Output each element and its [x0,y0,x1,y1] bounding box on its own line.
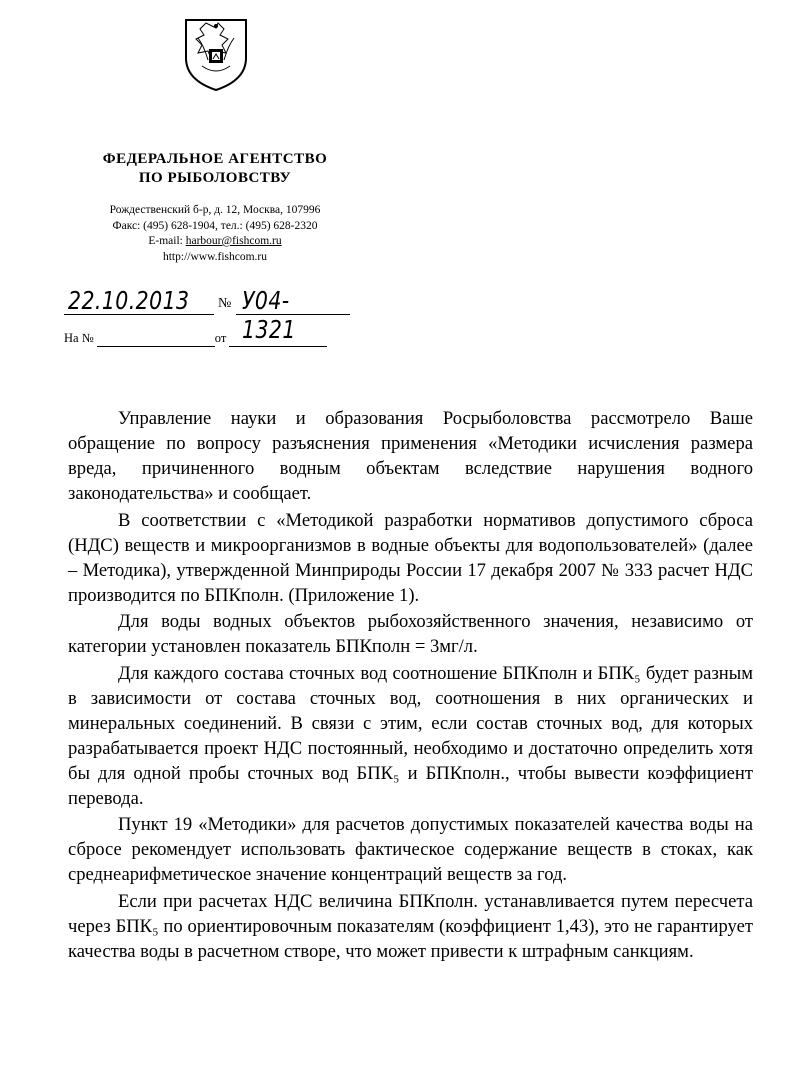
agency-name [60,150,370,188]
paragraph-6: Если при расчетах НДС величина БПКполн. устанавливается путем пересчета через БПК₅ по ориентировочным показателям (коэффициент 1,43), это не гарантирует качества воды в расчетном створе, что может привести к штрафным санкциям. [68,890,753,962]
handwritten-number: У04-1321 [242,286,296,344]
email-link[interactable]: harbour@fishcom.ru [185,235,282,247]
ref-number-label: На № [64,331,94,345]
ref-from-label: от [214,331,227,345]
agency-name-line2: ПО РЫБОЛОВСТВУ [138,170,292,186]
phones: Факс: (495) 628-1904, тел.: (495) 628-2320 [112,219,318,232]
agency-name-line1: ФЕДЕРАЛЬНОЕ АГЕНТСТВО [102,151,328,167]
handwritten-date: 22.10.2013 [68,286,190,315]
ref-number-blank [97,331,215,347]
paragraph-2: В соответствии с «Методикой разработки нормативов допустимого сброса (НДС) веществ и микроорганизмов в водные объекты для водопользователей» (далее – Методика), утвержденной Минприроды России 17 декабря 2007 № 333 расчет НДС производится по БПКполн. (Приложение 1). [68,509,753,606]
paragraph-1: Управление науки и образования Росрыболовства рассмотрело Ваше обращение по вопросу разъяснения применения «Методики исчисления размера вреда, причиненного водным объектам вследствие нарушения водного законодательства» и сообщает. [68,408,753,504]
number-sign: № [218,296,232,311]
reference-line [64,331,327,347]
paragraph-3: Для воды водных объектов рыбохозяйственного значения, независимо от категории установлен показатель БПКполн = 3мг/л. [68,611,753,657]
ref-date-blank [229,331,327,347]
paragraph-5: Пункт 19 «Методики» для расчетов допустимых показателей качества воды на сбросе рекомендует использовать фактическое содержание веществ в стоках, как среднеарифметическое значение концентраций веществ за год. [68,814,753,885]
letter-body [68,406,753,965]
website-link[interactable]: http://www.fishcom.ru [162,250,268,263]
email-line [60,234,370,250]
number-underline [236,314,350,315]
contact-block [60,203,370,265]
email-label: E-mail: [148,235,186,247]
date-underline [64,314,214,315]
paragraph-4: Для каждого состава сточных вод соотношение БПКполн и БПК₅ будет разным в зависимости от состава сточных вод, соотношения в них органических и минеральных соединений. В связи с этим, если состав сточных вод, для которых разрабатывается проект НДС постоянный, необходимо и достаточно определить хотя бы для одной пробы сточных вод БПК₅ и БПКполн., чтобы вывести коэффициент перевода. [68,662,753,809]
address: Рождественский б-р, д. 12, Москва, 107996 [109,204,321,216]
coat-of-arms-emblem [178,14,254,92]
